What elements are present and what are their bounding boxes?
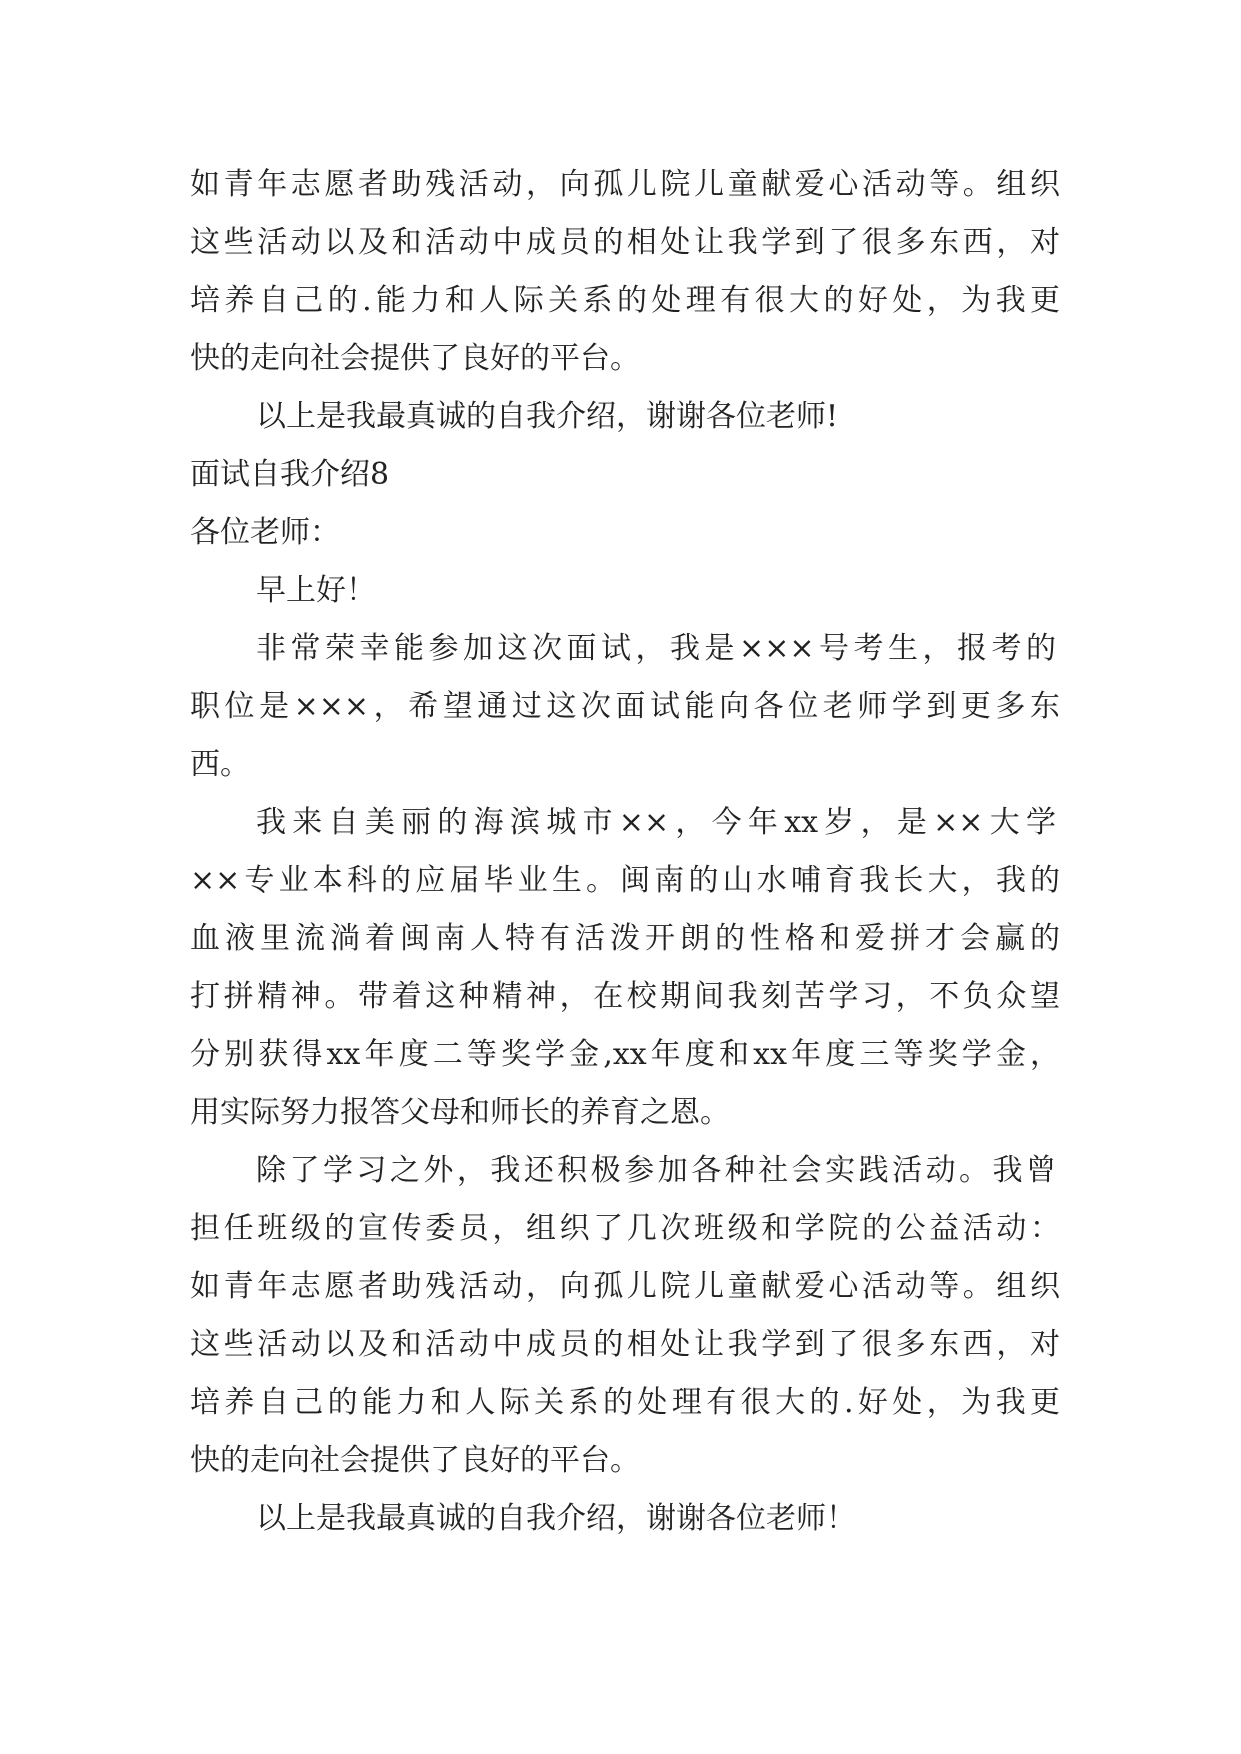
paragraph-line: ××专业本科的应届毕业生。闽南的山水哺育我长大，我的 bbox=[190, 863, 1060, 898]
paragraph-line: 培养自己的.能力和人际关系的处理有很大的好处，为我更 bbox=[190, 283, 1060, 318]
paragraph-line: 这些活动以及和活动中成员的相处让我学到了很多东西，对 bbox=[190, 1327, 1060, 1362]
closing-line: 以上是我最真诚的自我介绍，谢谢各位老师！ bbox=[256, 1501, 856, 1536]
paragraph-line: 非常荣幸能参加这次面试，我是×××号考生，报考的 bbox=[256, 631, 1056, 666]
greeting: 早上好！ bbox=[256, 573, 376, 608]
paragraph-line: 用实际努力报答父母和师长的养育之恩。 bbox=[190, 1095, 730, 1130]
paragraph-line: 如青年志愿者助残活动，向孤儿院儿童献爱心活动等。组织 bbox=[190, 1269, 1060, 1304]
paragraph-line: 我来自美丽的海滨城市××，今年xx岁，是××大学 bbox=[256, 805, 1056, 840]
paragraph-line: 如青年志愿者助残活动，向孤儿院儿童献爱心活动等。组织 bbox=[190, 167, 1060, 202]
paragraph-line: 培养自己的能力和人际关系的处理有很大的.好处，为我更 bbox=[190, 1385, 1060, 1420]
paragraph-line: 西。 bbox=[190, 747, 250, 782]
paragraph-line: 快的走向社会提供了良好的平台。 bbox=[190, 341, 640, 376]
paragraph-line: 分别获得xx年度二等奖学金,xx年度和xx年度三等奖学金， bbox=[190, 1037, 1060, 1072]
paragraph-line: 职位是×××，希望通过这次面试能向各位老师学到更多东 bbox=[190, 689, 1060, 724]
closing-line: 以上是我最真诚的自我介绍，谢谢各位老师! bbox=[256, 399, 839, 434]
section-heading: 面试自我介绍8 bbox=[190, 457, 390, 492]
salutation: 各位老师： bbox=[190, 515, 340, 550]
paragraph-line: 快的走向社会提供了良好的平台。 bbox=[190, 1443, 640, 1478]
paragraph-line: 担任班级的宣传委员，组织了几次班级和学院的公益活动： bbox=[190, 1211, 1060, 1246]
paragraph-line: 除了学习之外，我还积极参加各种社会实践活动。我曾 bbox=[256, 1153, 1056, 1188]
paragraph-line: 打拼精神。带着这种精神，在校期间我刻苦学习，不负众望 bbox=[190, 979, 1060, 1014]
paragraph-line: 血液里流淌着闽南人特有活泼开朗的性格和爱拼才会赢的 bbox=[190, 921, 1060, 956]
paragraph-line: 这些活动以及和活动中成员的相处让我学到了很多东西，对 bbox=[190, 225, 1060, 260]
